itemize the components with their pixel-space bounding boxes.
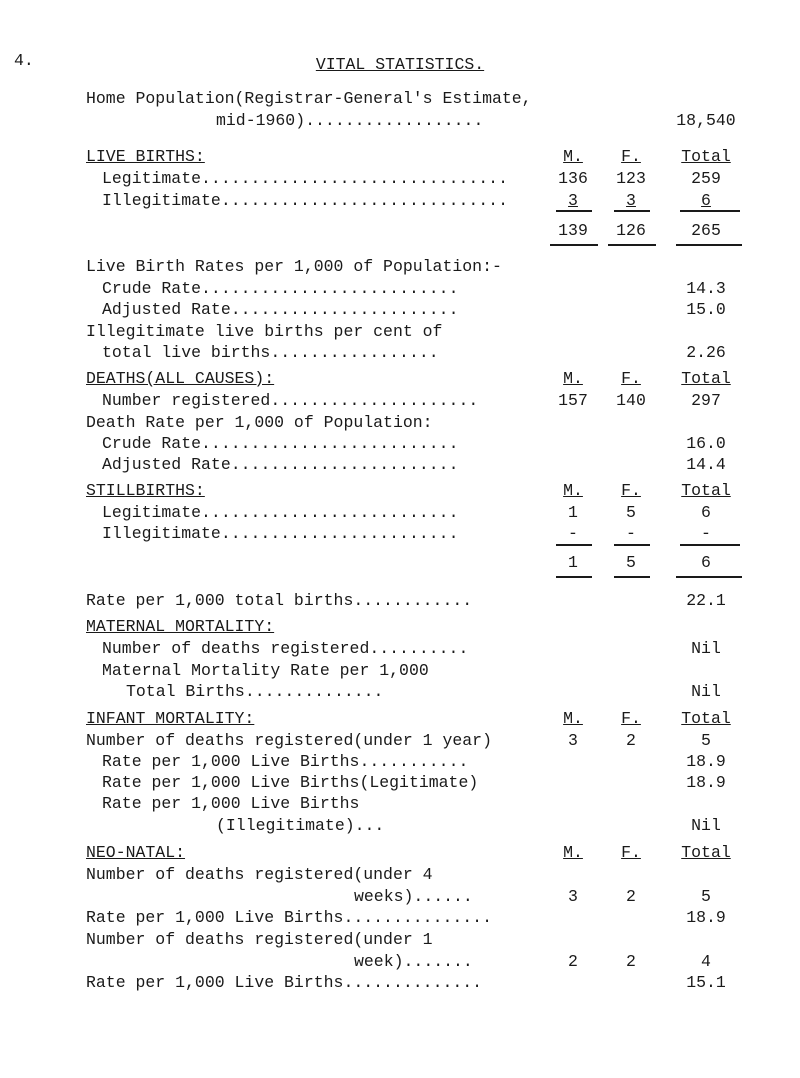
row-label: Illegitimate — [102, 191, 221, 210]
cell-f: 123 — [616, 169, 646, 188]
underline — [556, 544, 592, 546]
neonatal-heading: NEO-NATAL: — [86, 843, 186, 862]
infant-rate-illeg-row-1: Rate per 1,000 Live Births — [102, 794, 360, 813]
page-number: 4. — [14, 51, 34, 70]
stillbirths-total-row: 1 5 6 — [568, 553, 711, 572]
stillbirths-header: STILLBIRTHS: M. F. Total — [86, 481, 731, 500]
underline — [608, 244, 656, 246]
stillbirths-illegit-row: Illegitimate........................ - - - — [102, 524, 711, 543]
illeg-pct-value: 2.26 — [686, 343, 726, 362]
infant-header: INFANT MORTALITY: M. F. Total — [86, 709, 731, 728]
cell-f: 3 — [626, 191, 636, 210]
adjusted-rate-value: 15.0 — [686, 300, 726, 319]
cell-m: 136 — [558, 169, 588, 188]
deaths-registered-row: Number registered..................... 157 140 297 — [102, 391, 721, 410]
birth-rates-heading-row — [86, 256, 746, 277]
underline — [556, 210, 592, 212]
underline — [556, 576, 592, 578]
maternal-heading: MATERNAL MORTALITY: — [86, 617, 275, 636]
illeg-pct-row-2: total live births................. 2.26 — [86, 342, 746, 363]
crude-rate-value: 14.3 — [686, 279, 726, 298]
maternal-rate-row-2: Total Births.............. Nil — [126, 682, 721, 701]
death-crude-row: Crude Rate.......................... 16.0 — [102, 434, 726, 453]
underline — [614, 544, 650, 546]
live-births-total-row — [86, 220, 746, 241]
cell-m: 3 — [568, 191, 578, 210]
col-total: Total — [681, 147, 731, 166]
population-value: 18,540 — [676, 111, 736, 130]
neonatal-under1-row-2: week)....... 2 2 4 — [354, 952, 711, 971]
deaths-header: DEATHS(ALL CAUSES): M. F. Total — [86, 369, 731, 388]
population-label: Home Population(Registrar-General's Estimate, — [86, 89, 532, 108]
cell-total: 6 — [701, 191, 711, 210]
population-row-2 — [86, 110, 746, 131]
live-births-illegit-row: Illegitimate............................. 3 3 6 — [86, 190, 746, 211]
death-rate-heading-row: Death Rate per 1,000 of Population: — [86, 413, 433, 432]
underline — [680, 210, 740, 212]
population-row-1 — [86, 88, 746, 109]
neonatal-header: NEO-NATAL: M. F. Total — [86, 843, 731, 862]
col-f: F. — [621, 147, 641, 166]
population-label-2: mid-1960).................. — [216, 111, 484, 130]
row-label: Legitimate — [102, 169, 202, 188]
total-total: 265 — [691, 221, 721, 240]
infant-rate-legit-row: Rate per 1,000 Live Births(Legitimate) 18.9 — [102, 773, 726, 792]
stillbirths-heading: STILLBIRTHS: — [86, 481, 205, 500]
page-title: VITAL STATISTICS. — [315, 55, 485, 74]
live-births-heading: LIVE BIRTHS: — [86, 147, 205, 166]
infant-rate-illeg-row-2: (Illegitimate)... Nil — [216, 816, 721, 835]
adjusted-rate-row: Adjusted Rate....................... 15.0 — [86, 299, 746, 320]
underline — [550, 244, 598, 246]
underline — [676, 576, 742, 578]
total-f: 126 — [616, 221, 646, 240]
birth-rates-heading: Live Birth Rates per 1,000 of Population:- — [86, 257, 502, 276]
deaths-heading: DEATHS(ALL CAUSES): — [86, 369, 275, 388]
neonatal-under4-row-2: weeks)...... 3 2 5 — [354, 887, 711, 906]
underline — [614, 210, 650, 212]
neonatal-under4-row-1: Number of deaths registered(under 4 — [86, 865, 433, 884]
stillbirths-legit-row: Legitimate.......................... 1 5 6 — [102, 503, 711, 522]
maternal-header — [86, 616, 746, 637]
live-births-legit-row: Legitimate............................... 136 123 259 — [86, 168, 746, 189]
stillbirth-rate-row: Rate per 1,000 total births............ 22.1 — [86, 591, 726, 610]
underline — [614, 576, 650, 578]
maternal-registered-row: Number of deaths registered.......... Nil — [102, 639, 721, 658]
neonatal-rate2-row: Rate per 1,000 Live Births.............. 15.1 — [86, 973, 726, 992]
col-m: M. — [563, 147, 583, 166]
neonatal-rate1-row: Rate per 1,000 Live Births............... 18.9 — [86, 908, 726, 927]
cell-total: 259 — [691, 169, 721, 188]
infant-rate-row: Rate per 1,000 Live Births........... 18.9 — [102, 752, 726, 771]
infant-heading: INFANT MORTALITY: — [86, 709, 255, 728]
illeg-pct-row-1: Illegitimate live births per cent of — [86, 322, 443, 341]
live-births-header — [86, 146, 746, 167]
infant-registered-row: Number of deaths registered(under 1 year) 3 2 5 — [86, 731, 711, 750]
maternal-rate-row-1: Maternal Mortality Rate per 1,000 — [102, 661, 429, 680]
death-adjusted-row: Adjusted Rate....................... 14.4 — [102, 455, 726, 474]
crude-rate-row: Crude Rate.......................... 14.3 — [86, 278, 746, 299]
neonatal-under1-row-1: Number of deaths registered(under 1 — [86, 930, 433, 949]
underline — [676, 244, 742, 246]
total-m: 139 — [558, 221, 588, 240]
underline — [680, 544, 740, 546]
